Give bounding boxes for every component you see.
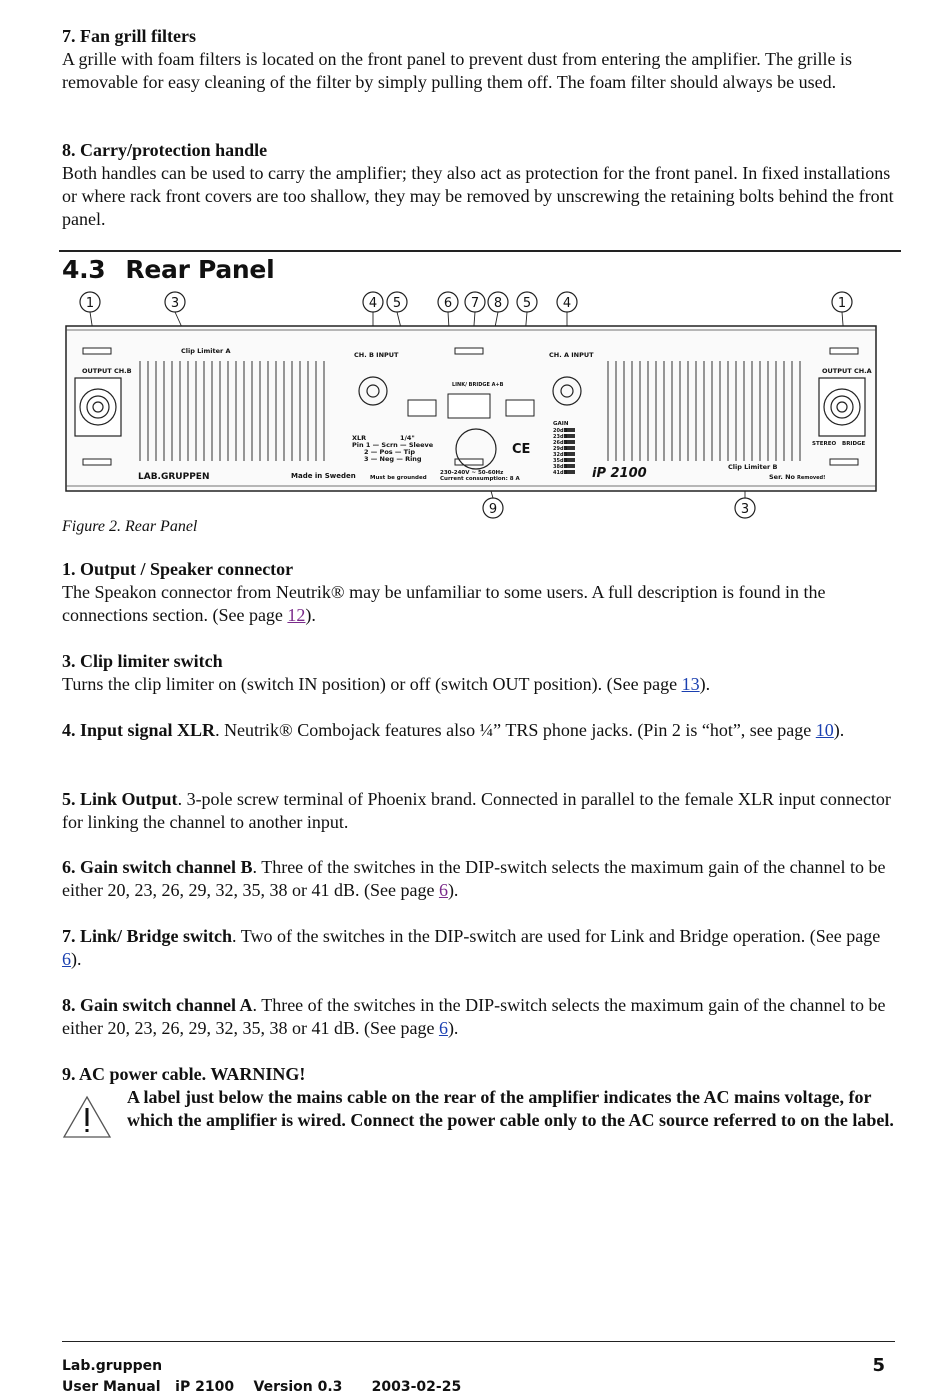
speakon-cha — [819, 378, 865, 436]
paragraph: Turns the clip limiter on (switch IN position) or off (switch OUT position). (See page 13). — [62, 674, 711, 694]
label-brand: LAB.GRUPPEN — [138, 472, 210, 482]
page-number: 5 — [872, 1355, 885, 1376]
callout-3: 3 — [170, 296, 180, 311]
label-pin2: 2 — Pos — Tip — [364, 448, 415, 456]
paragraph: 8. Gain switch channel A. Three of the switches in the DIP-switch selects the maximum gain of the channel to be either 20, 23, 26, 29, 32, 35, 38 or 41 dB. (See page 6). — [62, 995, 886, 1038]
warning-text: A label just below the mains cable on the rear of the amplifier indicates the AC mains voltage, for which the amplifier is wired. Connect the power cable only to the AC source referred to on the label. — [127, 1087, 894, 1130]
label-gain: GAIN — [553, 421, 569, 427]
item-output-connector — [62, 558, 902, 627]
inline-heading: 5. Link Output — [62, 789, 178, 809]
callout-1b: 1 — [837, 296, 847, 311]
label-xlr: XLR — [352, 434, 367, 442]
inline-heading: 6. Gain switch channel B — [62, 857, 253, 877]
page-link[interactable]: 6 — [438, 1018, 448, 1038]
page-link[interactable]: 12 — [287, 605, 306, 625]
item-input-xlr — [62, 719, 902, 742]
item-gain-b — [62, 856, 902, 902]
callout-8: 8 — [493, 296, 503, 311]
item-ac-power — [62, 1063, 902, 1086]
paragraph: 6. Gain switch channel B. Three of the switches in the DIP-switch selects the maximum gain of the channel to be either 20, 23, 26, 29, 32, 35, 38 or 41 dB. (See page 6). — [62, 857, 886, 900]
label-pin3: 3 — Neg — Ring — [364, 455, 422, 463]
item-link-bridge — [62, 925, 902, 971]
gain-step: 41dB — [553, 470, 568, 476]
page-link[interactable]: 10 — [815, 720, 834, 740]
label-voltage: 230-240V ~ 50-60Hz — [440, 470, 504, 476]
link-terminal-b — [408, 400, 436, 416]
paragraph: 7. Link/ Bridge switch. Two of the switches in the DIP-switch are used for Link and Bridge operation. (See page 6). — [62, 926, 881, 969]
dip-switch — [448, 394, 490, 418]
label-ser: Ser. No — [769, 473, 796, 481]
gain-step: 35dB — [553, 458, 568, 464]
speakon-chb — [75, 378, 121, 436]
label-cha-input: CH. A INPUT — [549, 351, 594, 359]
warning-icon — [62, 1095, 112, 1139]
page-link[interactable]: 6 — [438, 880, 448, 900]
link-terminal-a — [506, 400, 534, 416]
footer-rule — [62, 1341, 895, 1342]
label-ce: CE — [512, 442, 531, 457]
label-stereo: STEREO — [812, 441, 837, 447]
inline-heading: 8. Gain switch channel A — [62, 995, 253, 1015]
figure-caption: Figure 2. Rear Panel — [62, 518, 198, 535]
section-title: Rear Panel — [125, 255, 275, 284]
label-link-bridge: LINK/ BRIDGE A+B — [452, 382, 504, 388]
item-gain-a — [62, 994, 902, 1040]
label-clip-limiter-a: Clip Limiter A — [181, 347, 231, 355]
heading: 3. Clip limiter switch — [62, 651, 223, 671]
label-must-ground: Must be grounded — [370, 475, 427, 481]
gain-step: 23dB — [553, 434, 568, 440]
label-clip-limiter-b: Clip Limiter B — [728, 463, 778, 471]
label-output-chb: OUTPUT CH.B — [82, 367, 132, 375]
paragraph: 5. Link Output. 3-pole screw terminal of Phoenix brand. Connected in parallel to the female XLR input connector for linking the channel to another input. — [62, 789, 891, 832]
label-chb-input: CH. B INPUT — [354, 351, 399, 359]
gain-step: 38dB — [553, 464, 568, 470]
section-heading — [62, 255, 294, 284]
callout-9: 9 — [488, 502, 498, 517]
paragraph: The Speakon connector from Neutrik® may be unfamiliar to some users. A full description is found in the connections section. (See page 12). — [62, 582, 826, 625]
heading: 1. Output / Speaker connector — [62, 559, 294, 579]
section-number: 4.3 — [62, 255, 106, 284]
footer-company: Lab.gruppen — [62, 1358, 163, 1374]
label-made-in: Made in Sweden — [291, 472, 356, 480]
gain-step: 32dB — [553, 452, 568, 458]
paragraph: A grille with foam filters is located on the front panel to prevent dust from entering the amplifier. The grille is removable for easy cleaning of the filter by simply pulling them off. The foam filter should always be used. — [62, 49, 852, 92]
label-removed: Removed! — [797, 475, 826, 481]
label-consumption: Current consumption: 8 A — [440, 476, 520, 482]
footer-manual: User Manual iP 2100 Version 0.3 2003-02-25 — [62, 1379, 462, 1395]
label-model: iP 2100 — [592, 466, 647, 481]
section-rule — [59, 250, 901, 252]
gain-step: 20dB — [553, 428, 568, 434]
inline-heading: 7. Link/ Bridge switch — [62, 926, 233, 946]
heading: 9. AC power cable. WARNING! — [62, 1064, 306, 1084]
callout-7: 7 — [470, 296, 480, 311]
gain-step: 26dB — [553, 440, 568, 446]
page-link[interactable]: 6 — [62, 949, 71, 969]
heading: 7. Fan grill filters — [62, 26, 196, 46]
callout-4b: 4 — [562, 296, 572, 311]
callouts-top — [80, 292, 852, 312]
rear-panel-figure — [0, 286, 950, 521]
section-fan-grill — [62, 25, 902, 94]
label-output-cha: OUTPUT CH.A — [822, 367, 872, 375]
callout-5b: 5 — [522, 296, 532, 311]
callout-5: 5 — [392, 296, 402, 311]
label-quarter: 1/4" — [400, 434, 415, 442]
page-link[interactable]: 13 — [681, 674, 700, 694]
callout-6: 6 — [443, 296, 453, 311]
paragraph: 4. Input signal XLR. Neutrik® Combojack features also ¼” TRS phone jacks. (Pin 2 is “hot”, see page 10). — [62, 720, 845, 740]
gain-step: 29dB — [553, 446, 568, 452]
label-bridge: BRIDGE — [842, 441, 866, 447]
section-carry-handle — [62, 139, 902, 231]
callout-1: 1 — [85, 296, 95, 311]
inline-heading: 4. Input signal XLR — [62, 720, 216, 740]
callout-4: 4 — [368, 296, 378, 311]
item-clip-limiter — [62, 650, 902, 696]
label-pin1: Pin 1 — Scrn — Sleeve — [352, 441, 434, 449]
callout-3b: 3 — [740, 502, 750, 517]
item-link-output — [62, 788, 902, 834]
paragraph: Both handles can be used to carry the amplifier; they also act as protection for the front panel. In fixed installations or where rack front covers are too shallow, they may be removed by unscrewing the retaining bolts behind the front panel. — [62, 163, 894, 229]
heading: 8. Carry/protection handle — [62, 140, 268, 160]
